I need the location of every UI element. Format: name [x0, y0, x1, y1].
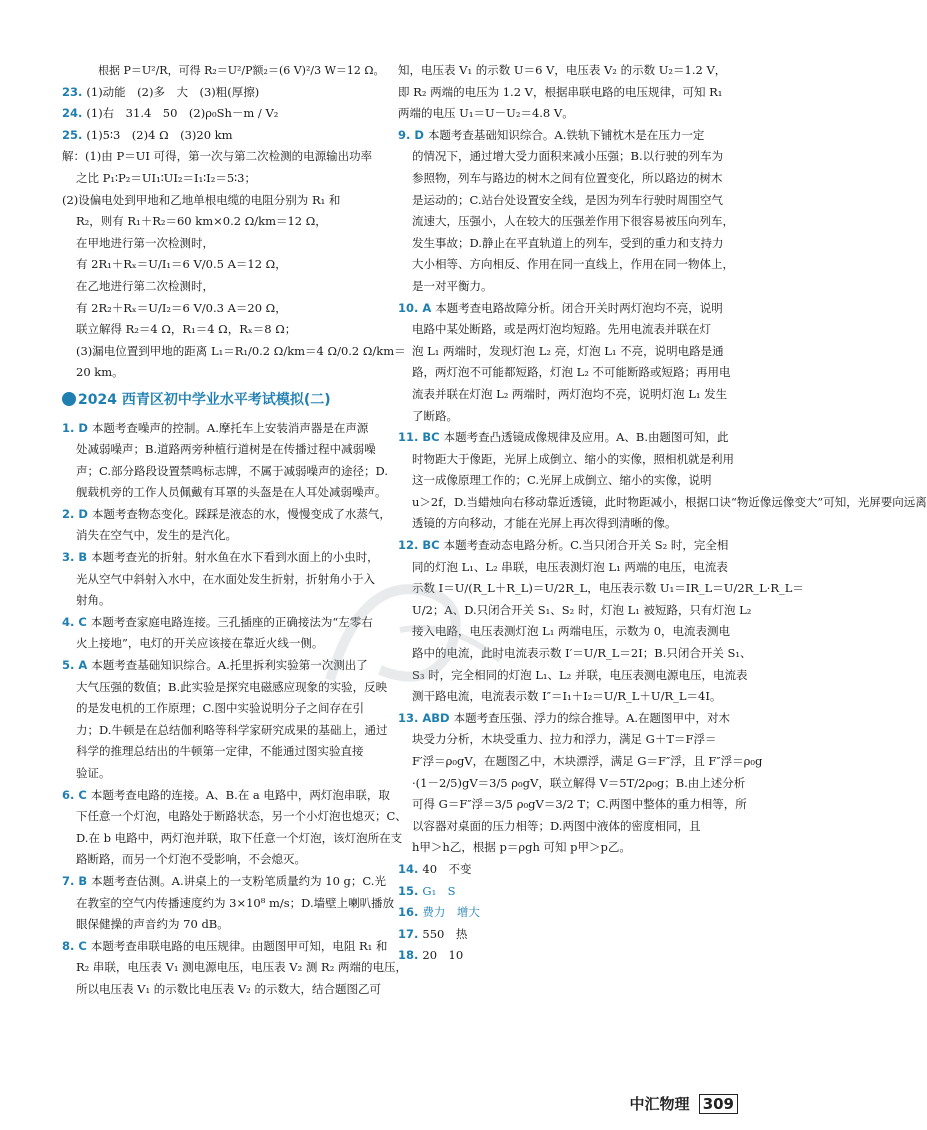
- line-text: 在教室的空气内传播速度约为 3×10⁸ m/s；D.墙壁上喇叭播放: [76, 895, 395, 910]
- line-text: 根据 P＝U²/R，可得 R₂＝U²/P额₂＝(6 V)²/3 W＝12 Ω。: [98, 64, 385, 77]
- answer-item: [398, 945, 738, 967]
- answer-item: [398, 902, 738, 924]
- question-number: 11. BC: [398, 430, 444, 445]
- line-text: 本题考查基础知识综合。A.铁轨下铺枕木是在压力一定: [427, 127, 705, 142]
- answer-item: [398, 535, 738, 557]
- line-text: 以容器对桌面的压力相等；D.两图中液体的密度相同，且: [412, 818, 701, 833]
- text-line: [398, 384, 738, 406]
- line-text: 接入电路，电压表测灯泡 L₁ 两端电压，示数为 0，电流表测电: [412, 624, 731, 639]
- line-text: 本题考查动态电路分析。C.当只闭合开关 S₂ 时，完全相: [443, 538, 729, 553]
- question-number: 12. BC: [398, 538, 444, 553]
- line-text: 大小相等、方向相反、作用在同一直线上，作用在同一物体上，: [412, 257, 734, 272]
- text-line: [62, 146, 390, 168]
- text-line: [398, 470, 738, 492]
- line-text: 路，两灯泡不可能都短路，灯泡 L₂ 不可能断路或短路；再用电: [412, 365, 731, 380]
- page-number: 309: [699, 1094, 738, 1114]
- text-line: [62, 276, 390, 298]
- question-number: 24.: [62, 106, 87, 121]
- answer-item: [62, 785, 390, 807]
- line-text: (3)漏电位置到甲地的距离 L₁＝R₁/0.2 Ω/km＝4 Ω/0.2 Ω/km＝: [76, 343, 406, 358]
- line-text: 本题考查家庭电路连接。三孔插座的正确接法为“左零右: [90, 614, 373, 629]
- line-text: 大气压强的数值；B.此实验是探究电磁感应现象的实验，反映: [76, 679, 388, 694]
- line-text: 火上接地”，电灯的开关应该接在靠近火线一侧。: [76, 636, 324, 651]
- line-text: 可得 G＝F″浮＝3/5 ρ₀gV＝3/2 T；C.两图中整体的重力相等，所: [412, 797, 747, 812]
- line-text: 两端的电压 U₁＝U－U₂＝4.8 V。: [398, 106, 574, 121]
- line-text: R₂，则有 R₁＋R₂＝60 km×0.2 Ω/km＝12 Ω，: [76, 214, 327, 229]
- line-text: (1)5∶3 (2)4 Ω (3)20 km: [86, 127, 233, 142]
- text-line: [62, 233, 390, 255]
- answer-item: [62, 871, 390, 893]
- text-line: [62, 828, 403, 850]
- question-number: 5. A: [62, 658, 92, 673]
- question-number: 18.: [398, 948, 423, 963]
- question-number: 25.: [62, 127, 87, 142]
- question-number: 6. C: [62, 787, 91, 802]
- text-line: [398, 794, 747, 816]
- text-line: [62, 254, 390, 276]
- section-title-text: 2024 西青区初中学业水平考试模拟(二): [78, 391, 331, 408]
- text-line: [398, 837, 738, 859]
- line-text: 本题考查压强、浮力的综合推导。A.在题图甲中，对木: [453, 710, 731, 725]
- text-line: [62, 849, 390, 871]
- line-text: 舰载机旁的工作人员佩戴有耳罩的头盔是在人耳处减弱噪声。: [76, 485, 387, 500]
- section-marker-icon: [62, 392, 76, 406]
- line-text: 本题考查物态变化。踩踩是液态的水，慢慢变成了水蒸气，: [91, 506, 391, 521]
- text-line: [62, 319, 390, 341]
- line-text: (1)右 31.4 50 (2)ρ₀Sh－m / V₂: [86, 106, 279, 121]
- text-line: [62, 60, 390, 82]
- text-line: [62, 957, 407, 979]
- line-text: 20 10: [422, 948, 464, 963]
- line-text: 有 2R₂＋Rₓ＝U/I₂＝6 V/0.3 A＝20 Ω，: [76, 300, 287, 315]
- text-line: [62, 168, 390, 190]
- line-text: 同的灯泡 L₁、L₂ 串联，电压表测灯泡 L₁ 两端的电压，电流表: [412, 559, 728, 574]
- text-line: [398, 233, 738, 255]
- answer-item: [398, 298, 738, 320]
- text-line: [62, 525, 390, 547]
- text-line: [62, 461, 390, 483]
- text-line: [398, 449, 738, 471]
- line-text: 眼保健操的声音约为 70 dB。: [76, 917, 229, 932]
- line-text: 之比 P₁∶P₂＝UI₁∶UI₂＝I₁∶I₂＝5∶3；: [76, 170, 256, 185]
- text-line: [62, 893, 395, 915]
- line-text: 这一成像原理工作的；C.光屏上成倒立、缩小的实像，说明: [412, 473, 712, 488]
- text-line: [398, 362, 738, 384]
- line-text: 本题考查噪声的控制。A.摩托车上安装消声器是在声源: [91, 420, 369, 435]
- line-text: 光从空气中斜射入水中，在水面处发生折射，折射角小于入: [76, 571, 375, 586]
- text-line: [62, 298, 390, 320]
- footer-brand: 中汇物理: [629, 1095, 690, 1113]
- answer-item: [398, 708, 738, 730]
- line-text: 550 热: [422, 926, 468, 941]
- text-line: [62, 763, 390, 785]
- line-text: 所以电压表 V₁ 的示数比电压表 V₂ 的示数大，结合题图乙可: [76, 981, 381, 996]
- line-text: R₂ 串联，电压表 V₁ 测电源电压，电压表 V₂ 测 R₂ 两端的电压，: [76, 960, 407, 975]
- line-text: 流表并联在灯泡 L₂ 两端时，两灯泡均不亮，说明灯泡 L₁ 发生: [412, 386, 728, 401]
- question-number: 10. A: [398, 300, 436, 315]
- text-line: [62, 190, 390, 212]
- line-text: 验证。: [76, 766, 111, 780]
- text-line: [398, 751, 763, 773]
- answer-item: [398, 125, 738, 147]
- line-text: 本题考查光的折射。射水鱼在水下看到水面上的小虫时，: [91, 550, 379, 565]
- question-number: 13. ABD: [398, 710, 454, 725]
- line-text: 40 不变: [422, 861, 472, 876]
- question-number: 8. C: [62, 938, 91, 953]
- text-line: [398, 60, 738, 82]
- line-text: 本题考查电路故障分析。闭合开关时两灯泡均不亮，说明: [435, 300, 723, 315]
- line-text: 透镜的方向移动，才能在光屏上再次得到清晰的像。: [412, 516, 677, 531]
- line-text: 处减弱噪声；B.道路两旁种植行道树是在传播过程中减弱噪: [76, 442, 376, 457]
- text-line: [398, 341, 738, 363]
- line-text: 力；D.牛顿是在总结伽利略等科学家研究成果的基础上，通过: [76, 722, 388, 737]
- text-line: [398, 276, 738, 298]
- line-text: 科学的推理总结出的牛顿第一定律，不能通过图实验直接: [76, 744, 364, 759]
- text-line: [398, 168, 738, 190]
- line-text: U/2；A、D.只闭合开关 S₁、S₂ 时，灯泡 L₁ 被短路，只有灯泡 L₂: [412, 602, 752, 617]
- text-line: [62, 741, 390, 763]
- text-line: [62, 914, 390, 936]
- line-text: 是一对平衡力。: [412, 278, 493, 293]
- answer-item: [62, 936, 390, 958]
- right-column: [398, 60, 927, 967]
- text-line: [398, 492, 927, 514]
- question-number: 23.: [62, 84, 87, 99]
- line-text: 路中的电流，此时电流表示数 I′＝U/R_L＝2I；B.只闭合开关 S₁、: [412, 646, 752, 661]
- question-number: 14.: [398, 861, 423, 876]
- text-line: [62, 806, 407, 828]
- text-line: [62, 439, 390, 461]
- answer-item: [398, 859, 738, 881]
- line-text: G₁ S: [422, 883, 456, 898]
- text-line: [398, 729, 738, 751]
- line-text: S₃ 时，完全相同的灯泡 L₁、L₂ 并联，电压表测电源电压，电流表: [412, 667, 748, 682]
- line-text: 声；C.部分路段设置禁鸣标志牌，不属于减弱噪声的途径；D.: [76, 463, 389, 478]
- text-line: [62, 720, 390, 742]
- line-text: 解：(1)由 P＝UI 可得，第一次与第二次检测的电源输出功率: [62, 149, 373, 164]
- line-text: F′浮＝ρ₀gV，在题图乙中，木块漂浮，满足 G＝F″浮，且 F″浮＝ρ₀g: [412, 754, 763, 768]
- question-number: 9. D: [398, 127, 428, 142]
- page-footer: [629, 1093, 738, 1114]
- line-text: 即 R₂ 两端的电压为 1.2 V，根据串联电路的电压规律，可知 R₁: [398, 84, 723, 99]
- text-line: [398, 146, 738, 168]
- question-number: 17.: [398, 926, 423, 941]
- line-text: 的情况下，通过增大受力面积来减小压强；B.以行驶的列车为: [412, 149, 724, 164]
- line-text: 射角。: [76, 593, 111, 608]
- question-number: 15.: [398, 883, 423, 898]
- question-number: 2. D: [62, 506, 92, 521]
- line-text: 知，电压表 V₁ 的示数 U＝6 V，电压表 V₂ 的示数 U₂＝1.2 V，: [398, 63, 727, 77]
- line-text: ·(1－2/5)gV＝3/5 ρ₀gV，联立解得 V＝5T/2ρ₀g；B.由上述分析: [412, 775, 746, 790]
- text-line: [62, 341, 406, 363]
- line-text: 时物距大于像距，光屏上成倒立、缩小的实像，照相机就是利用: [412, 451, 734, 466]
- question-number: 7. B: [62, 873, 92, 888]
- line-text: 本题考查基础知识综合。A.托里拆利实验第一次测出了: [91, 658, 368, 673]
- line-text: 电路中某处断路，或是两灯泡均短路。先用电流表并联在灯: [412, 322, 711, 337]
- line-text: 消失在空气中，发生的是汽化。: [76, 528, 237, 543]
- line-text: u＞2f，D.当蜡烛向右移动靠近透镜，此时物距减小，根据口诀“物近像远像变大”可知，光屏要向远离: [412, 494, 927, 509]
- text-line: [398, 190, 738, 212]
- answer-item: [398, 427, 738, 449]
- answer-item: [62, 125, 390, 147]
- line-text: 本题考查凸透镜成像规律及应用。A、B.由题图可知，此: [443, 430, 729, 445]
- watermark-logo-icon: [300, 560, 520, 710]
- text-line: [398, 254, 738, 276]
- answer-item: [62, 504, 390, 526]
- line-text: 发生事故；D.静止在平直轨道上的列车，受到的重力和支持力: [412, 235, 724, 250]
- line-text: 本题考查电路的连接。A、B.在 a 电路中，两灯泡串联，取: [90, 787, 390, 802]
- text-line: [398, 211, 738, 233]
- text-line: [62, 362, 390, 384]
- line-text: 了断路。: [412, 408, 458, 423]
- text-line: [398, 773, 746, 795]
- line-text: 费力 增大: [422, 905, 480, 920]
- answer-item: [398, 924, 738, 946]
- text-line: [398, 319, 738, 341]
- line-text: 下任意一个灯泡，电路处于断路状态，另一个小灯泡也熄灭；C、: [76, 809, 407, 824]
- section-title: [62, 390, 390, 412]
- text-line: [398, 816, 738, 838]
- line-text: 的是发电机的工作原理；C.图中实验说明分子之间存在引: [76, 701, 365, 716]
- line-text: 在乙地进行第二次检测时，: [76, 278, 214, 293]
- text-line: [62, 979, 390, 1001]
- line-text: 是运动的；C.站台处设置安全线，是因为列车行驶时周围空气: [412, 192, 724, 207]
- line-text: 本题考查估测。A.讲桌上的一支粉笔质量约为 10 g；C.光: [91, 873, 386, 888]
- answer-item: [62, 103, 390, 125]
- text-line: [398, 82, 738, 104]
- line-text: 联立解得 R₂＝4 Ω，R₁＝4 Ω，Rₓ＝8 Ω；: [76, 322, 297, 337]
- line-text: h甲＞h乙，根据 p＝ρgh 可知 p甲＞p乙。: [412, 840, 631, 855]
- line-text: 路断路，而另一个灯泡不受影响，不会熄灭。: [76, 852, 306, 867]
- line-text: 20 km。: [76, 365, 124, 380]
- line-text: 本题考查串联电路的电压规律。由题图甲可知，电阻 R₁ 和: [90, 938, 388, 953]
- line-text: (1)动能 (2)多 大 (3)粗(厚擦): [86, 84, 260, 99]
- answer-item: [62, 418, 390, 440]
- left-column: [62, 60, 407, 1001]
- line-text: 有 2R₁＋Rₓ＝U/I₁＝6 V/0.5 A＝12 Ω，: [76, 257, 287, 272]
- text-line: [398, 406, 738, 428]
- line-text: 测干路电流，电流表示数 I″＝I₁＋I₂＝U/R_L＋U/R_L＝4I。: [412, 689, 722, 704]
- answer-item: [398, 881, 738, 903]
- text-line: [398, 513, 738, 535]
- question-number: 3. B: [62, 550, 92, 565]
- line-text: 示数 I＝U/(R_L＋R_L)＝U/2R_L，电压表示数 U₁＝IR_L＝U/2R_L·R_L＝: [412, 581, 804, 596]
- line-text: D.在 b 电路中，两灯泡并联，取下任意一个灯泡，该灯泡所在支: [76, 830, 403, 845]
- line-text: 参照物，列车与路边的树木之间有位置变化，所以路边的树木: [412, 170, 723, 185]
- line-text: (2)设偏电处到甲地和乙地单根电缆的电阻分别为 R₁ 和: [62, 192, 341, 207]
- text-line: [62, 482, 390, 504]
- question-number: 4. C: [62, 614, 91, 629]
- question-number: 1. D: [62, 420, 92, 435]
- answer-item: [62, 82, 390, 104]
- line-text: 块受力分析，木块受重力、拉力和浮力，满足 G＋T＝F浮＝: [412, 732, 717, 747]
- question-number: 16.: [398, 905, 423, 920]
- text-line: [398, 103, 738, 125]
- line-text: 泡 L₁ 两端时，发现灯泡 L₂ 亮，灯泡 L₁ 不亮，说明电路是通: [412, 343, 724, 358]
- line-text: 流速大，压强小，人在较大的压强差作用下很容易被压向列车，: [412, 214, 734, 229]
- line-text: 在甲地进行第一次检测时，: [76, 235, 214, 250]
- text-line: [62, 211, 390, 233]
